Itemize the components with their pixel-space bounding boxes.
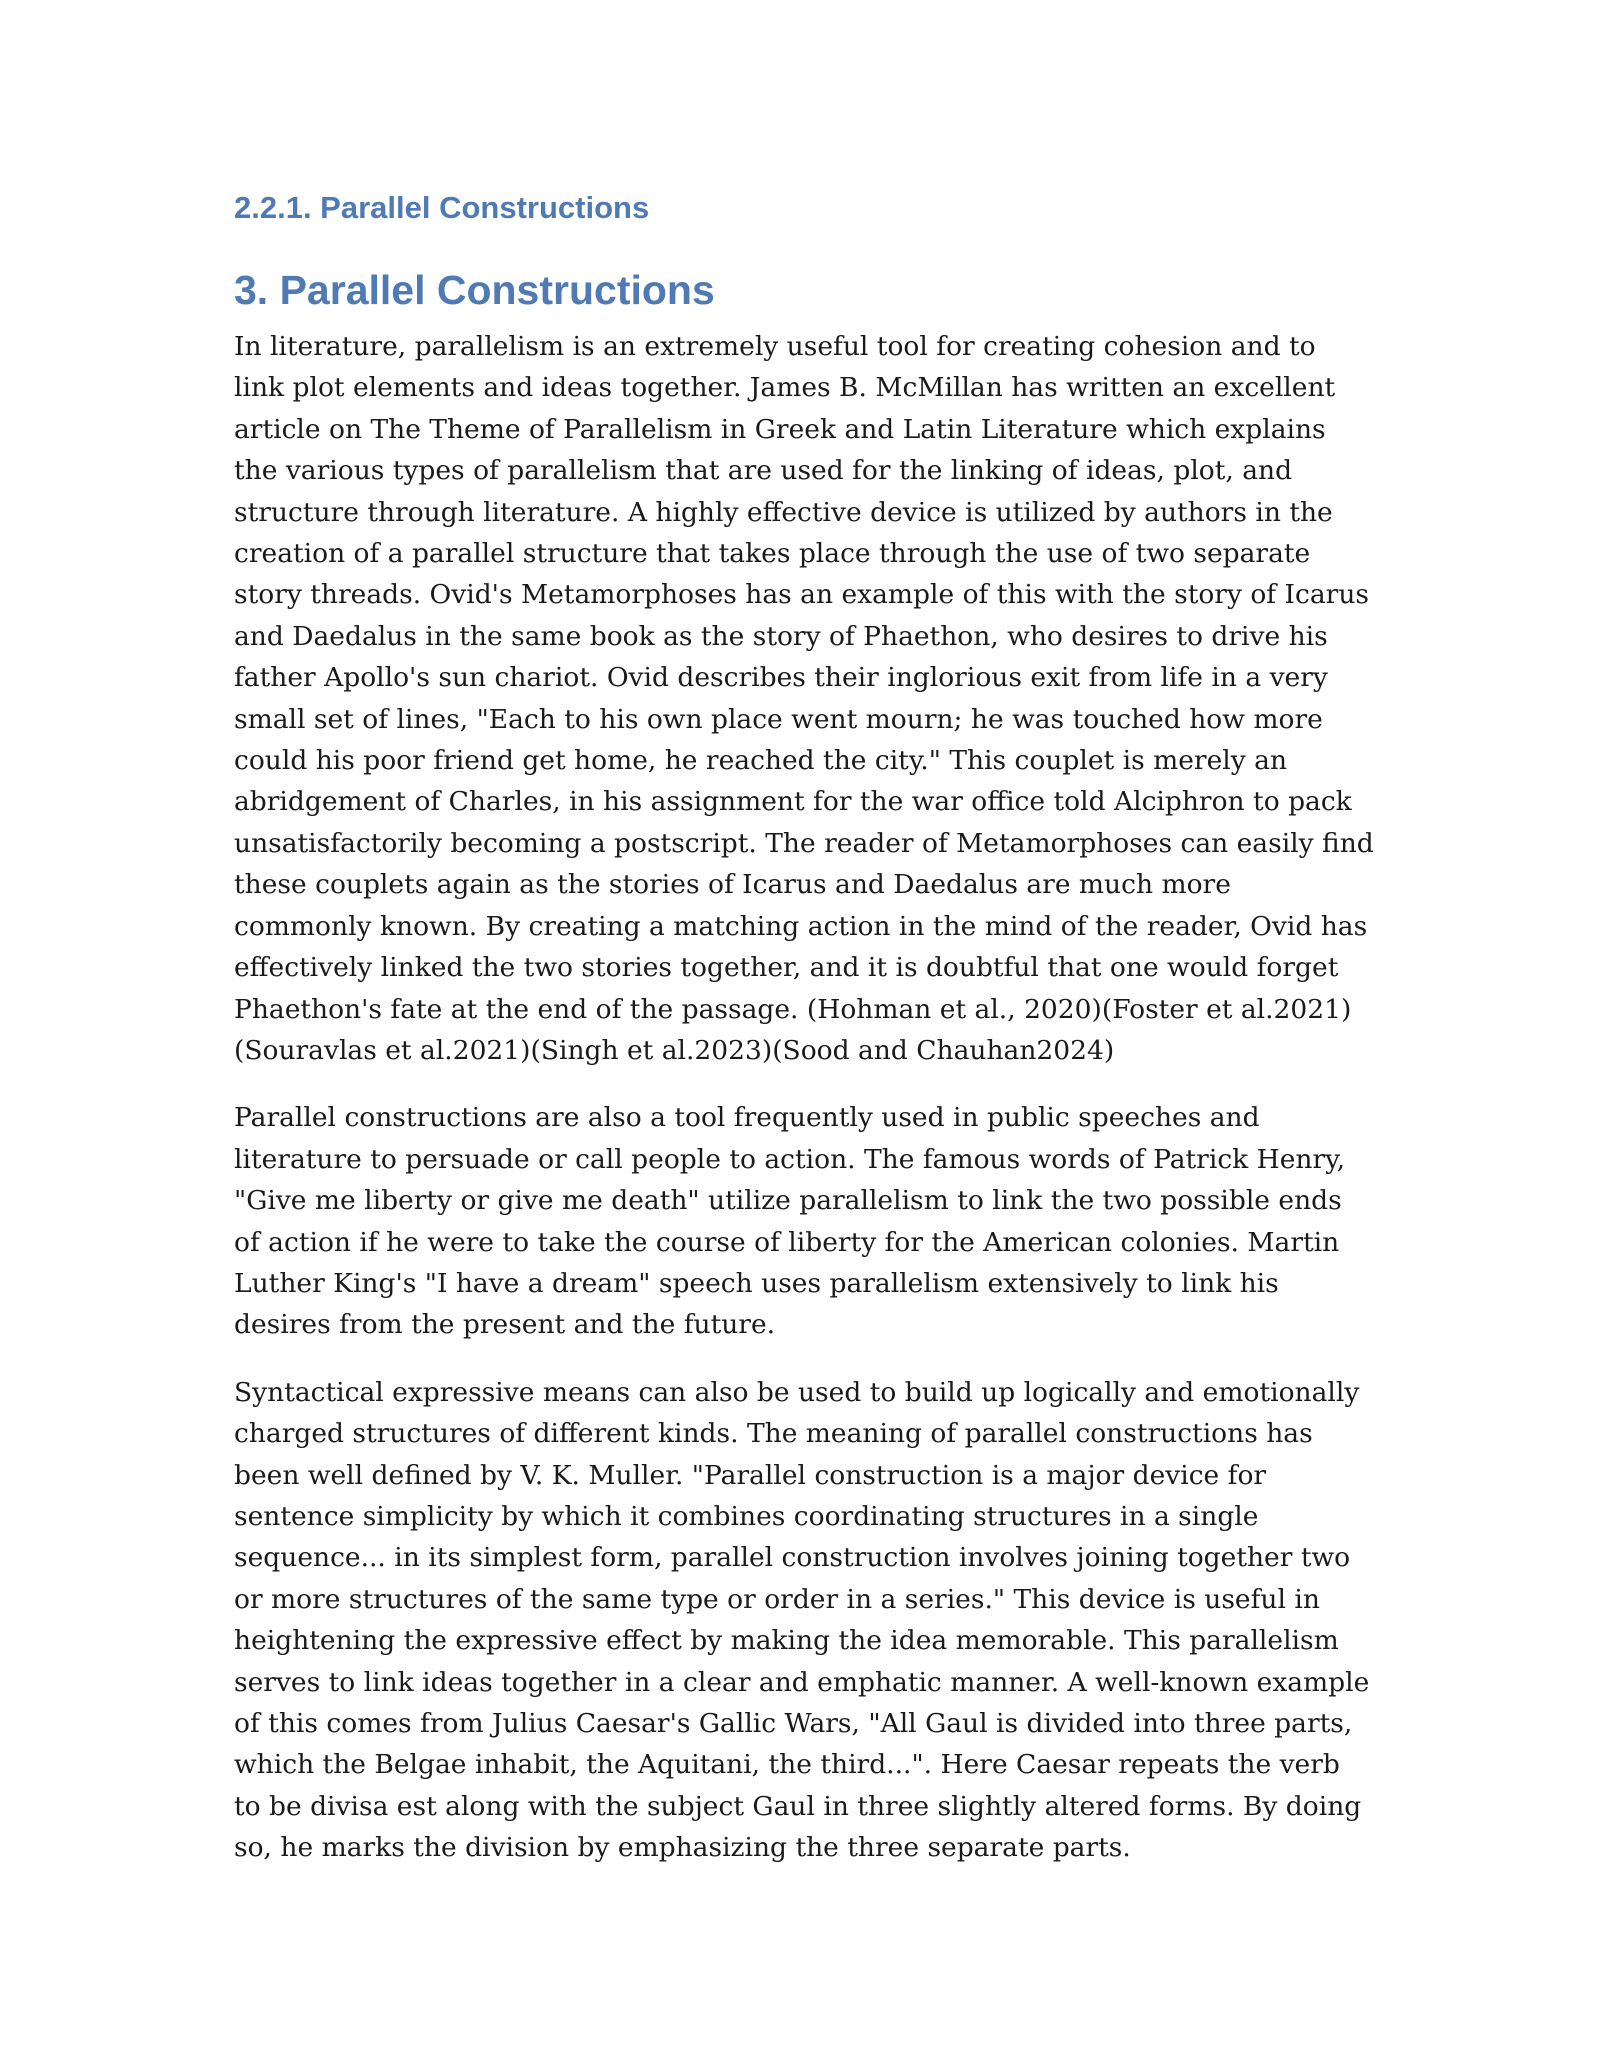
body-paragraph-2: Parallel constructions are also a tool frequently used in public speeches and literature to persuade or call people to action. The famous words of Patrick Henry, "Give me liberty or give me death" utilize parallelism to link the two possible ends of action if he were to take the course of liberty for the American colonies. Martin Luther King's "I have a dream" speech uses parallelism extensively to link his desires from the present and the future.: [234, 1102, 1346, 1341]
section-subheading: 2.2.1. Parallel Constructions: [234, 190, 650, 225]
body-paragraph-1: In literature, parallelism is an extremely useful tool for creating cohesion and to link plot elements and ideas together. James B. McMillan has written an excellent article on The Theme of Parallelism in Greek and Latin Literature which explains the various types of parallelism that are used for the linking of ideas, plot, and structure through literature. A highly effective device is utilized by authors in the creation of a parallel structure that takes place through the use of two separate story threads. Ovid's Metamorphoses has an example of this with the story of Icarus and Daedalus in the same book as the story of Phaethon, who desires to drive his father Apollo's sun chariot. Ovid describes their inglorious exit from life in a very small set of lines, "Each to his own place went mourn; he was touched how more could his poor friend get home, he reached the city." This couplet is merely an abridgement of Charles, in his assignment for the war office told Alciphron to pack unsatisfactorily becoming a postscript. The reader of Metamorphoses can easily find these couplets again as the stories of Icarus and Daedalus are much more commonly known. By creating a matching action in the mind of the reader, Ovid has effectively linked the two stories together, and it is doubtful that one would forget Phaethon's fate at the end of the passage. (Hohman et al., 2020)(Foster et al.2021)(Souravlas et al.2021)(Singh et al.2023)(Sood and Chauhan2024): [234, 331, 1374, 1066]
body-paragraph-3: Syntactical expressive means can also be used to build up logically and emotionally charged structures of different kinds. The meaning of parallel constructions has been well defined by V. K. Muller. "Parallel construction is a major device for sentence simplicity by which it combines coordinating structures in a single sequence... in its simplest form, parallel construction involves joining together two or more structures of the same type or order in a series." This device is useful in heightening the expressive effect by making the idea memorable. This parallelism serves to link ideas together in a clear and emphatic manner. A well-known example of this comes from Julius Caesar's Gallic Wars, "All Gaul is divided into three parts, which the Belgae inhabit, the Aquitani, the third...". Here Caesar repeats the verb to be divisa est along with the subject Gaul in three slightly altered forms. By doing so, he marks the division by emphasizing the three separate parts.: [234, 1376, 1370, 1864]
section-heading: 3. Parallel Constructions: [234, 267, 715, 313]
document-page: [234, 186, 1374, 1895]
